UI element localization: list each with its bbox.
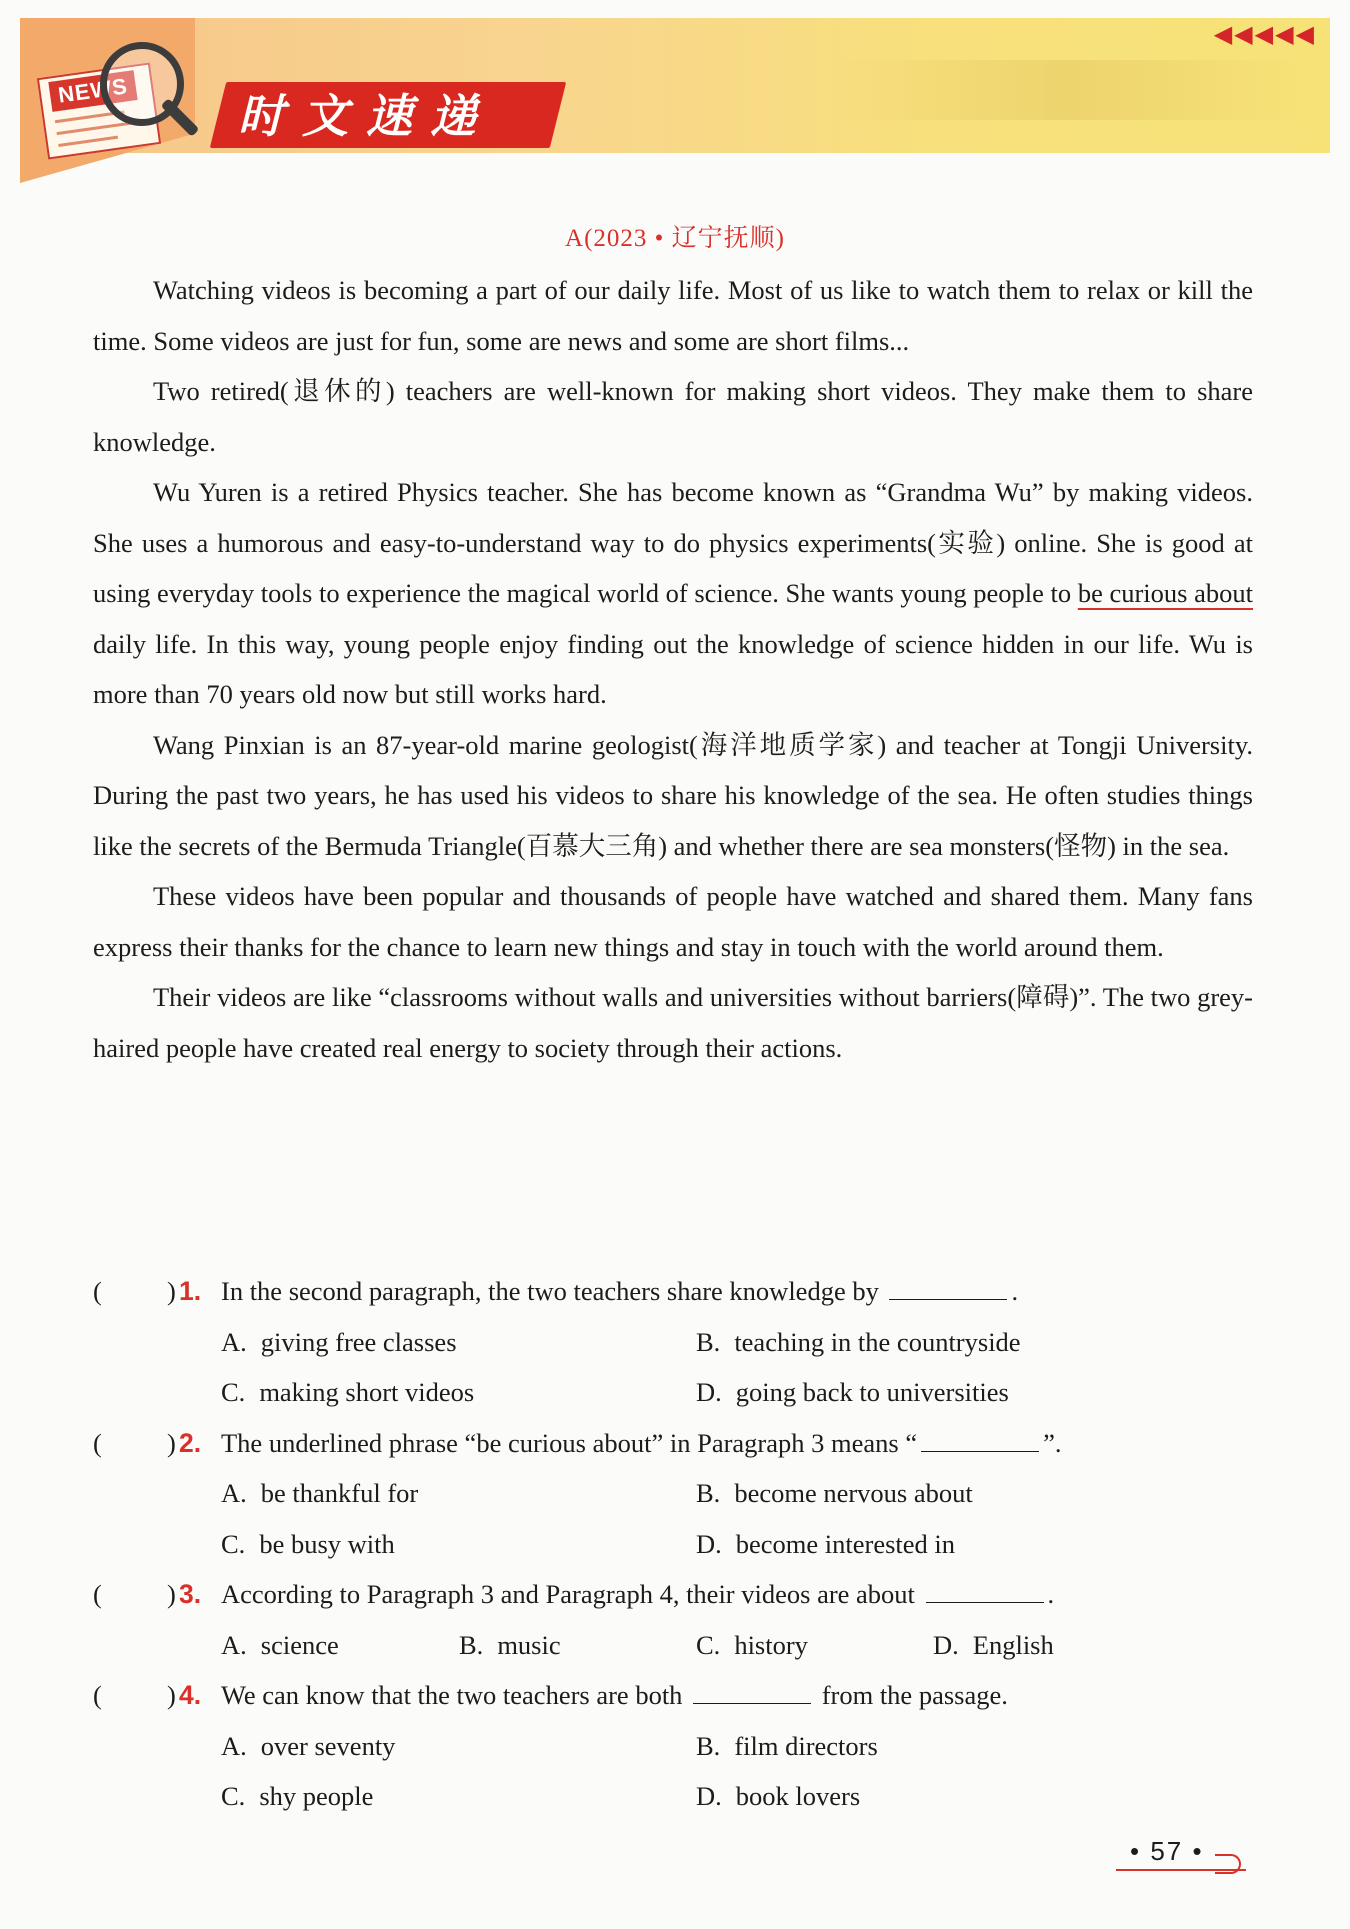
- question-stem-text: In the second paragraph, the two teachers share knowledge by: [221, 1276, 879, 1306]
- option-d[interactable]: [696, 1519, 955, 1570]
- option-letter: A.: [221, 1629, 247, 1660]
- question-stem-end: .: [1011, 1276, 1019, 1306]
- option-letter: C.: [221, 1377, 246, 1407]
- option-a[interactable]: [221, 1620, 339, 1671]
- reading-section-title: A(2023 • 辽宁抚顺): [565, 225, 785, 252]
- question-stem: [221, 1670, 1008, 1721]
- option-letter: C.: [696, 1629, 721, 1660]
- paragraph-3-text-cont: daily life. In this way, young people enjoy finding out the knowledge of science hidden in our life. Wu is more than 70 years old now but still works hard.: [93, 628, 1253, 709]
- option-text: English: [972, 1629, 1054, 1660]
- question-1-options-row-1: [93, 1317, 1253, 1368]
- question-3: [93, 1569, 1253, 1620]
- option-letter: B.: [459, 1629, 484, 1660]
- option-letter: B.: [696, 1326, 721, 1357]
- answer-paren-open: (: [93, 1579, 102, 1609]
- option-letter: B.: [696, 1730, 721, 1761]
- paragraph-6: Their videos are like “classrooms without walls and universities without barriers(障碍)”. The two grey-haired people have created real energy to society through their actions.: [93, 982, 1253, 1063]
- option-text: become interested in: [735, 1528, 956, 1559]
- option-a[interactable]: [221, 1721, 395, 1772]
- paragraph-3: [93, 467, 1253, 720]
- answer-blank: [889, 1269, 1007, 1300]
- question-stem: [221, 1418, 1062, 1469]
- question-2-options-row-2: [93, 1519, 1253, 1570]
- question-4: [93, 1670, 1253, 1721]
- option-text: science: [260, 1629, 339, 1660]
- question-list: [93, 1266, 1253, 1822]
- question-stem-text: We can know that the two teachers are both: [221, 1680, 683, 1710]
- question-1-options-row-2: [93, 1367, 1253, 1418]
- banner-faded-text-strip: [840, 60, 1300, 120]
- option-letter: A.: [221, 1730, 247, 1761]
- answer-paren-close: ): [167, 1427, 176, 1458]
- option-text: music: [497, 1629, 561, 1660]
- option-text: history: [734, 1629, 808, 1660]
- question-4-options-row-2: [93, 1771, 1253, 1822]
- question-number: 2.: [179, 1427, 202, 1458]
- option-text: going back to universities: [735, 1377, 1009, 1407]
- option-d[interactable]: [933, 1620, 1054, 1671]
- option-text: giving free classes: [260, 1326, 457, 1357]
- page-number: • 57 •: [1130, 1836, 1204, 1866]
- arrows-left-icon: ◀◀◀◀◀: [1213, 20, 1316, 48]
- option-letter: D.: [933, 1629, 959, 1660]
- answer-paren-close: ): [167, 1680, 176, 1710]
- question-stem: [221, 1266, 1018, 1317]
- reading-passage: [93, 265, 1253, 1073]
- option-text: making short videos: [259, 1377, 475, 1407]
- question-stem-text: According to Paragraph 3 and Paragraph 4, their videos are about: [221, 1579, 915, 1609]
- option-letter: B.: [696, 1478, 721, 1508]
- news-badge: NEWS: [48, 70, 137, 112]
- option-letter: A.: [221, 1326, 247, 1357]
- question-number: 4.: [179, 1680, 202, 1710]
- answer-blank: [921, 1421, 1039, 1452]
- question-stem-end: from the passage.: [821, 1680, 1008, 1710]
- question-stem-end: ”.: [1043, 1427, 1062, 1458]
- question-stem: [221, 1569, 1054, 1620]
- option-letter: D.: [696, 1781, 722, 1811]
- option-c[interactable]: [221, 1771, 373, 1822]
- question-stem-end: .: [1047, 1579, 1055, 1609]
- option-text: teaching in the countryside: [734, 1326, 1021, 1357]
- question-2-options-row-1: [93, 1468, 1253, 1519]
- question-stem-text: The underlined phrase “be curious about” in Paragraph 3 means “: [221, 1427, 918, 1458]
- option-text: over seventy: [260, 1730, 396, 1761]
- paragraph-1: Watching videos is becoming a part of our daily life. Most of us like to watch them to relax or kill the time. Some videos are just for fun, some are news and some are short films...: [93, 275, 1253, 356]
- option-text: become nervous about: [734, 1478, 973, 1508]
- answer-paren-open: (: [93, 1680, 102, 1710]
- answer-paren-open: (: [93, 1427, 102, 1458]
- paragraph-4: Wang Pinxian is an 87-year-old marine geologist(海洋地质学家) and teacher at Tongji University. During the past two years, he has used his videos to share his knowledge of the sea. He often studies things like the secrets of the Bermuda Triangle(百慕大三角) and whether there are sea monsters(怪物) in the sea.: [93, 729, 1253, 861]
- option-text: film directors: [734, 1730, 878, 1761]
- paragraph-5: These videos have been popular and thousands of people have watched and shared them. Many fans express their thanks for the chance to learn new things and stay in touch with the world around them.: [93, 881, 1253, 962]
- option-c[interactable]: [221, 1519, 395, 1570]
- answer-paren-close: ): [167, 1276, 176, 1306]
- answer-paren-close: ): [167, 1579, 176, 1609]
- question-4-options-row-1: [93, 1721, 1253, 1772]
- question-2: [93, 1418, 1253, 1469]
- option-a[interactable]: [221, 1317, 457, 1368]
- answer-blank: [926, 1572, 1044, 1603]
- option-c[interactable]: [221, 1367, 474, 1418]
- underlined-phrase: be curious about: [1077, 578, 1253, 608]
- question-1: [93, 1266, 1253, 1317]
- option-b[interactable]: [696, 1317, 1021, 1368]
- option-b[interactable]: [696, 1468, 973, 1519]
- answer-paren-open: (: [93, 1276, 102, 1306]
- answer-blank: [693, 1673, 811, 1704]
- question-3-options-row: [93, 1620, 1253, 1671]
- option-d[interactable]: [696, 1771, 860, 1822]
- option-letter: D.: [696, 1528, 722, 1559]
- option-letter: D.: [696, 1377, 722, 1407]
- question-number: 3.: [179, 1579, 202, 1609]
- page-curl-icon: [1215, 1854, 1241, 1874]
- option-c[interactable]: [696, 1620, 808, 1671]
- option-text: be thankful for: [260, 1478, 419, 1508]
- option-b[interactable]: [459, 1620, 561, 1671]
- option-d[interactable]: [696, 1367, 1009, 1418]
- option-b[interactable]: [696, 1721, 878, 1772]
- option-text: be busy with: [259, 1528, 395, 1559]
- paragraph-3-text: Wu Yuren is a retired Physics teacher. She has become known as “Grandma Wu” by making videos. She uses a humorous and easy-to-understand way to do physics experiments(实验) online. She is good at using everyday tools to experience the magical world of science. She wants young people to: [93, 477, 1253, 608]
- question-number: 1.: [179, 1276, 202, 1306]
- section-header-title: 时文速递: [238, 89, 494, 143]
- option-letter: C.: [221, 1781, 246, 1811]
- paragraph-2: Two retired(退休的) teachers are well-known for making short videos. They make them to share knowledge.: [93, 376, 1253, 457]
- option-letter: C.: [221, 1528, 246, 1559]
- option-letter: A.: [221, 1478, 247, 1508]
- option-text: book lovers: [735, 1781, 861, 1811]
- option-text: shy people: [259, 1781, 374, 1811]
- option-a[interactable]: [221, 1468, 418, 1519]
